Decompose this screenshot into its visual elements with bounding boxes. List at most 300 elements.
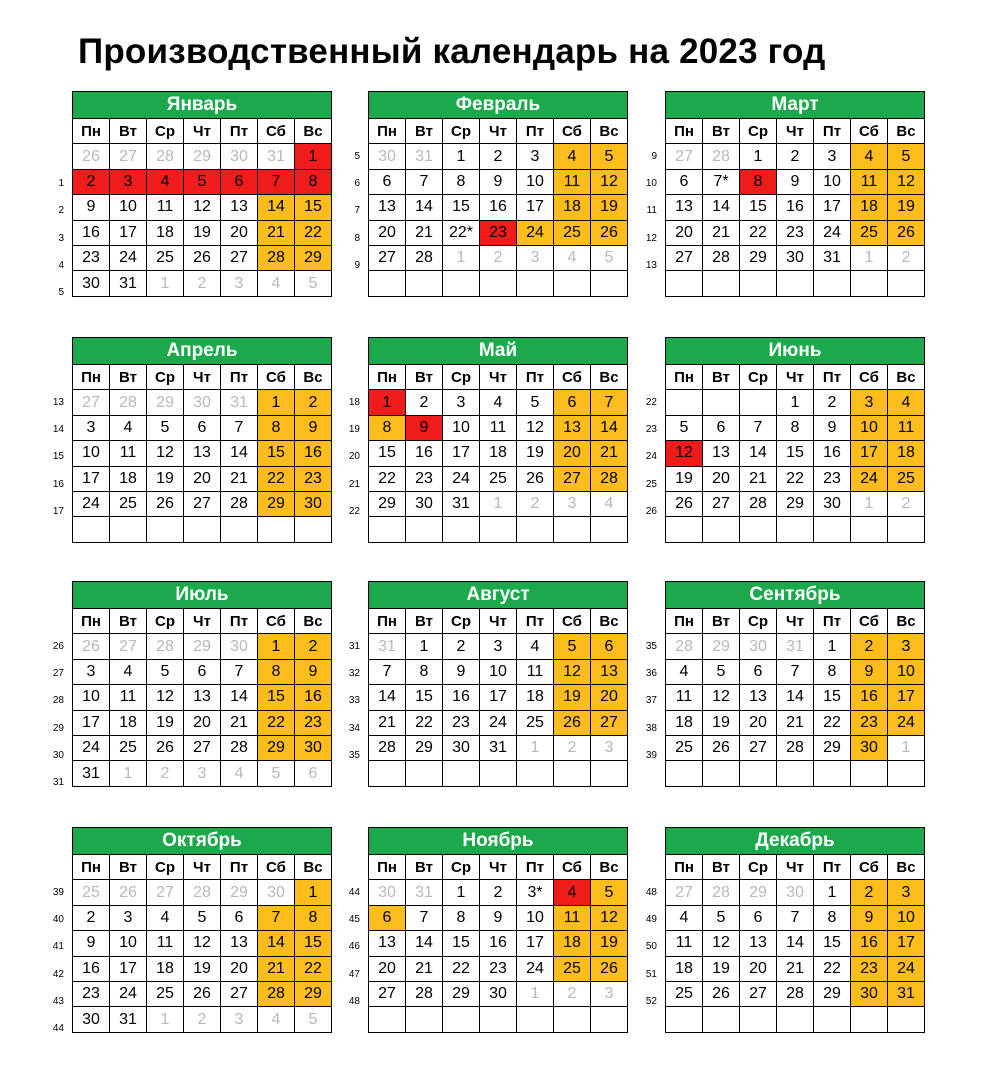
week-number: 29 — [52, 722, 64, 734]
day-cell: 22* — [443, 220, 480, 245]
day-cell: 30 — [73, 271, 110, 296]
empty-cell — [591, 1007, 628, 1032]
day-cell: 7* — [703, 169, 740, 194]
week-row — [369, 245, 628, 270]
week-row — [666, 271, 925, 296]
day-cell: 22 — [258, 466, 295, 491]
day-cell: 18 — [110, 466, 147, 491]
weekday-header: Ср — [147, 855, 184, 880]
week-row — [369, 169, 628, 194]
day-cell: 15 — [406, 685, 443, 710]
weekday-header: Пн — [666, 855, 703, 880]
day-cell: 3 — [110, 905, 147, 930]
day-cell: 25 — [147, 245, 184, 270]
day-cell: 5 — [591, 245, 628, 270]
day-cell: 29 — [814, 735, 851, 760]
weekday-header: Вс — [591, 609, 628, 634]
weekday-header: Пт — [517, 609, 554, 634]
month-5 — [368, 337, 628, 543]
empty-cell — [851, 517, 888, 542]
day-cell: 28 — [147, 144, 184, 169]
empty-cell — [703, 1007, 740, 1032]
weekday-header: Пн — [369, 855, 406, 880]
day-cell: 16 — [777, 195, 814, 220]
day-cell: 29 — [184, 144, 221, 169]
day-cell: 20 — [184, 710, 221, 735]
day-cell: 17 — [480, 685, 517, 710]
weekday-header: Сб — [554, 119, 591, 144]
day-cell: 26 — [147, 735, 184, 760]
day-cell: 15 — [443, 195, 480, 220]
week-row — [369, 1007, 628, 1032]
day-cell: 4 — [554, 144, 591, 169]
day-cell: 22 — [740, 220, 777, 245]
week-number: 17 — [52, 505, 64, 517]
day-cell: 1 — [443, 245, 480, 270]
day-cell: 7 — [221, 659, 258, 684]
day-cell: 28 — [777, 735, 814, 760]
week-row — [666, 220, 925, 245]
day-cell: 10 — [851, 415, 888, 440]
day-cell: 17 — [888, 685, 925, 710]
empty-cell — [406, 1007, 443, 1032]
weekday-header: Вт — [110, 119, 147, 144]
day-cell: 29 — [184, 634, 221, 659]
empty-cell — [443, 761, 480, 786]
day-cell: 4 — [888, 390, 925, 415]
day-cell: 10 — [110, 195, 147, 220]
week-row — [73, 634, 332, 659]
day-cell: 4 — [554, 880, 591, 905]
week-number: 13 — [52, 397, 64, 408]
day-cell: 22 — [369, 466, 406, 491]
weekday-header: Пт — [221, 609, 258, 634]
day-cell: 23 — [851, 956, 888, 981]
day-cell: 16 — [73, 956, 110, 981]
month-table — [72, 364, 332, 543]
day-cell: 11 — [666, 685, 703, 710]
weekday-header: Ср — [147, 365, 184, 390]
empty-cell — [666, 1007, 703, 1032]
day-cell: 14 — [221, 685, 258, 710]
day-cell: 3* — [517, 880, 554, 905]
day-cell: 1 — [258, 390, 295, 415]
day-cell: 7 — [406, 905, 443, 930]
week-number — [42, 526, 64, 552]
day-cell: 17 — [73, 710, 110, 735]
week-row — [369, 517, 628, 542]
day-cell: 29 — [295, 245, 332, 270]
week-row — [73, 956, 332, 981]
weekday-header: Ср — [740, 609, 777, 634]
day-cell: 28 — [369, 735, 406, 760]
week-row — [73, 390, 332, 415]
month-table — [368, 118, 628, 297]
month-name: Январь — [72, 91, 332, 118]
day-cell: 25 — [851, 220, 888, 245]
empty-cell — [480, 271, 517, 296]
week-number — [42, 144, 64, 170]
week-number: 2 — [58, 205, 64, 217]
day-cell: 12 — [147, 685, 184, 710]
week-row — [369, 220, 628, 245]
day-cell: 27 — [703, 491, 740, 516]
week-row — [666, 931, 925, 956]
day-cell: 19 — [703, 710, 740, 735]
empty-cell — [184, 517, 221, 542]
day-cell: 22 — [814, 956, 851, 981]
weekday-header: Ср — [740, 855, 777, 880]
day-cell: 29 — [147, 390, 184, 415]
day-cell: 3 — [73, 415, 110, 440]
day-cell: 11 — [888, 415, 925, 440]
week-number: 44 — [52, 1023, 64, 1034]
day-cell: 9 — [295, 415, 332, 440]
weekday-header: Ср — [443, 365, 480, 390]
empty-cell — [480, 517, 517, 542]
day-cell: 14 — [591, 415, 628, 440]
day-cell: 15 — [777, 441, 814, 466]
day-cell: 18 — [147, 220, 184, 245]
month-10 — [72, 827, 332, 1033]
month-table — [72, 854, 332, 1033]
empty-cell — [777, 271, 814, 296]
day-cell: 9 — [443, 659, 480, 684]
weekday-header: Чт — [184, 855, 221, 880]
day-cell: 1 — [147, 271, 184, 296]
week-number: 42 — [52, 968, 64, 980]
week-row — [73, 659, 332, 684]
day-cell: 21 — [591, 441, 628, 466]
page-title: Производственный календарь на 2023 год — [78, 32, 826, 71]
week-row — [369, 981, 628, 1006]
day-cell: 29 — [740, 880, 777, 905]
day-cell: 18 — [147, 956, 184, 981]
day-cell: 27 — [591, 710, 628, 735]
day-cell: 11 — [110, 685, 147, 710]
day-cell: 30 — [295, 735, 332, 760]
weekday-header: Пт — [221, 855, 258, 880]
day-cell: 19 — [184, 956, 221, 981]
day-cell: 9 — [814, 415, 851, 440]
day-cell: 30 — [851, 981, 888, 1006]
day-cell: 7 — [406, 169, 443, 194]
week-number: 34 — [348, 722, 360, 734]
week-number: 38 — [645, 722, 657, 734]
day-cell: 2 — [777, 144, 814, 169]
week-row — [666, 466, 925, 491]
day-cell: 12 — [591, 169, 628, 194]
week-row — [369, 905, 628, 930]
weekday-header: Вс — [888, 609, 925, 634]
week-row — [369, 271, 628, 296]
day-cell: 17 — [888, 931, 925, 956]
day-cell: 3 — [110, 169, 147, 194]
empty-cell — [554, 271, 591, 296]
day-cell: 31 — [73, 761, 110, 786]
weekday-header: Чт — [480, 609, 517, 634]
day-cell: 2 — [73, 169, 110, 194]
weekday-header: Вс — [591, 365, 628, 390]
weekday-header: Сб — [258, 119, 295, 144]
day-cell: 4 — [554, 245, 591, 270]
day-cell: 7 — [777, 659, 814, 684]
month-name: Декабрь — [665, 827, 925, 854]
day-cell: 5 — [258, 761, 295, 786]
week-number: 32 — [348, 668, 360, 680]
day-cell: 22 — [295, 956, 332, 981]
day-cell: 4 — [110, 415, 147, 440]
day-cell: 25 — [666, 735, 703, 760]
day-cell: 30 — [480, 981, 517, 1006]
day-cell: 12 — [554, 659, 591, 684]
day-cell: 27 — [184, 491, 221, 516]
day-cell: 18 — [666, 956, 703, 981]
week-number: 3 — [58, 232, 64, 244]
week-number: 9 — [354, 259, 360, 271]
week-number: 24 — [645, 451, 657, 463]
weekday-header: Вс — [295, 365, 332, 390]
day-cell: 24 — [888, 956, 925, 981]
day-cell: 28 — [406, 245, 443, 270]
week-number: 18 — [348, 397, 360, 408]
day-cell: 10 — [888, 905, 925, 930]
day-cell: 31 — [443, 491, 480, 516]
day-cell: 30 — [258, 880, 295, 905]
empty-cell — [258, 517, 295, 542]
weekday-header: Чт — [184, 609, 221, 634]
day-cell: 5 — [554, 634, 591, 659]
week-row — [666, 761, 925, 786]
weekday-header: Ср — [740, 119, 777, 144]
week-row — [369, 761, 628, 786]
weekday-header: Пт — [517, 855, 554, 880]
month-8 — [368, 581, 628, 787]
day-cell: 4 — [591, 491, 628, 516]
empty-cell — [814, 1007, 851, 1032]
day-cell: 2 — [480, 880, 517, 905]
day-cell: 2 — [851, 880, 888, 905]
day-cell: 26 — [184, 981, 221, 1006]
day-cell: 20 — [221, 956, 258, 981]
weekday-header: Пн — [666, 609, 703, 634]
day-cell: 9 — [480, 905, 517, 930]
week-number: 21 — [348, 478, 360, 490]
week-row — [666, 144, 925, 169]
day-cell: 1 — [295, 880, 332, 905]
day-cell: 16 — [443, 685, 480, 710]
week-number: 44 — [348, 887, 360, 898]
week-row — [369, 491, 628, 516]
day-cell: 26 — [591, 956, 628, 981]
day-cell: 29 — [258, 491, 295, 516]
week-number: 13 — [645, 259, 657, 271]
day-cell: 14 — [406, 195, 443, 220]
day-cell: 28 — [703, 245, 740, 270]
day-cell: 6 — [221, 169, 258, 194]
day-cell: 27 — [369, 981, 406, 1006]
weekday-header: Чт — [184, 365, 221, 390]
empty-cell — [740, 390, 777, 415]
month-1 — [72, 91, 332, 297]
day-cell: 29 — [740, 245, 777, 270]
week-row — [666, 685, 925, 710]
day-cell: 8 — [814, 905, 851, 930]
weekday-header: Вт — [406, 365, 443, 390]
week-row — [73, 931, 332, 956]
day-cell: 13 — [703, 441, 740, 466]
day-cell: 17 — [517, 195, 554, 220]
day-cell: 24 — [814, 220, 851, 245]
month-name: Август — [368, 581, 628, 608]
day-cell: 20 — [591, 685, 628, 710]
weekday-header: Вс — [591, 855, 628, 880]
day-cell: 13 — [554, 415, 591, 440]
month-name: Июль — [72, 581, 332, 608]
month-name: Апрель — [72, 337, 332, 364]
day-cell: 4 — [147, 905, 184, 930]
day-cell: 7 — [777, 905, 814, 930]
weekday-header: Пт — [221, 365, 258, 390]
day-cell: 18 — [554, 931, 591, 956]
day-cell: 25 — [888, 466, 925, 491]
day-cell: 17 — [814, 195, 851, 220]
empty-cell — [777, 761, 814, 786]
day-cell: 7 — [369, 659, 406, 684]
day-cell: 17 — [73, 466, 110, 491]
day-cell: 30 — [851, 735, 888, 760]
day-cell: 28 — [740, 491, 777, 516]
day-cell: 8 — [443, 169, 480, 194]
day-cell: 1 — [517, 735, 554, 760]
week-number: 26 — [645, 505, 657, 517]
day-cell: 3 — [591, 735, 628, 760]
day-cell: 30 — [221, 144, 258, 169]
week-number: 31 — [348, 641, 360, 652]
weekday-header: Вт — [406, 119, 443, 144]
day-cell: 21 — [703, 220, 740, 245]
day-cell: 15 — [740, 195, 777, 220]
day-cell: 23 — [295, 710, 332, 735]
week-row — [369, 685, 628, 710]
day-cell: 2 — [888, 491, 925, 516]
day-cell: 1 — [888, 735, 925, 760]
weekday-header: Сб — [554, 855, 591, 880]
week-row — [666, 195, 925, 220]
week-row — [369, 466, 628, 491]
day-cell: 27 — [740, 981, 777, 1006]
week-row — [73, 245, 332, 270]
day-cell: 13 — [221, 931, 258, 956]
day-cell: 4 — [851, 144, 888, 169]
day-cell: 3 — [480, 634, 517, 659]
day-cell: 25 — [73, 880, 110, 905]
empty-cell — [369, 517, 406, 542]
day-cell: 20 — [184, 466, 221, 491]
week-row — [73, 905, 332, 930]
day-cell: 11 — [554, 169, 591, 194]
empty-cell — [406, 271, 443, 296]
day-cell: 12 — [517, 415, 554, 440]
day-cell: 3 — [888, 880, 925, 905]
day-cell: 26 — [703, 981, 740, 1006]
day-cell: 7 — [221, 415, 258, 440]
day-cell: 29 — [406, 735, 443, 760]
day-cell: 24 — [517, 956, 554, 981]
empty-cell — [740, 271, 777, 296]
day-cell: 10 — [517, 905, 554, 930]
day-cell: 21 — [221, 466, 258, 491]
empty-cell — [851, 1007, 888, 1032]
day-cell: 19 — [591, 195, 628, 220]
empty-cell — [740, 761, 777, 786]
day-cell: 22 — [295, 220, 332, 245]
day-cell: 30 — [777, 880, 814, 905]
day-cell: 22 — [814, 710, 851, 735]
day-cell: 27 — [73, 390, 110, 415]
empty-cell — [369, 1007, 406, 1032]
week-row — [666, 517, 925, 542]
empty-cell — [740, 517, 777, 542]
day-cell: 12 — [666, 441, 703, 466]
day-cell: 13 — [184, 685, 221, 710]
month-12 — [665, 827, 925, 1033]
week-row — [666, 710, 925, 735]
day-cell: 20 — [740, 956, 777, 981]
day-cell: 3 — [221, 1007, 258, 1032]
day-cell: 11 — [110, 441, 147, 466]
week-row — [666, 491, 925, 516]
day-cell: 28 — [777, 981, 814, 1006]
day-cell: 24 — [73, 491, 110, 516]
day-cell: 1 — [110, 761, 147, 786]
weekday-header: Пн — [666, 119, 703, 144]
weekday-header: Пн — [73, 609, 110, 634]
day-cell: 2 — [480, 245, 517, 270]
day-cell: 25 — [517, 710, 554, 735]
day-cell: 19 — [184, 220, 221, 245]
month-3 — [665, 91, 925, 297]
empty-cell — [295, 517, 332, 542]
day-cell: 1 — [814, 880, 851, 905]
day-cell: 4 — [480, 390, 517, 415]
week-row — [369, 144, 628, 169]
weekday-header: Ср — [147, 119, 184, 144]
day-cell: 12 — [703, 931, 740, 956]
day-cell: 25 — [554, 956, 591, 981]
empty-cell — [888, 271, 925, 296]
week-number: 4 — [58, 259, 64, 271]
day-cell: 18 — [851, 195, 888, 220]
weekday-header: Пт — [517, 119, 554, 144]
day-cell: 1 — [369, 390, 406, 415]
month-name: Март — [665, 91, 925, 118]
week-row — [369, 880, 628, 905]
day-cell: 29 — [443, 981, 480, 1006]
day-cell: 6 — [184, 659, 221, 684]
month-name: Февраль — [368, 91, 628, 118]
week-number — [635, 280, 657, 306]
week-row — [666, 880, 925, 905]
day-cell: 28 — [110, 390, 147, 415]
day-cell: 14 — [777, 931, 814, 956]
day-cell: 5 — [517, 390, 554, 415]
day-cell: 22 — [406, 710, 443, 735]
day-cell: 8 — [295, 905, 332, 930]
day-cell: 16 — [814, 441, 851, 466]
weekday-header: Вс — [591, 119, 628, 144]
day-cell: 23 — [814, 466, 851, 491]
